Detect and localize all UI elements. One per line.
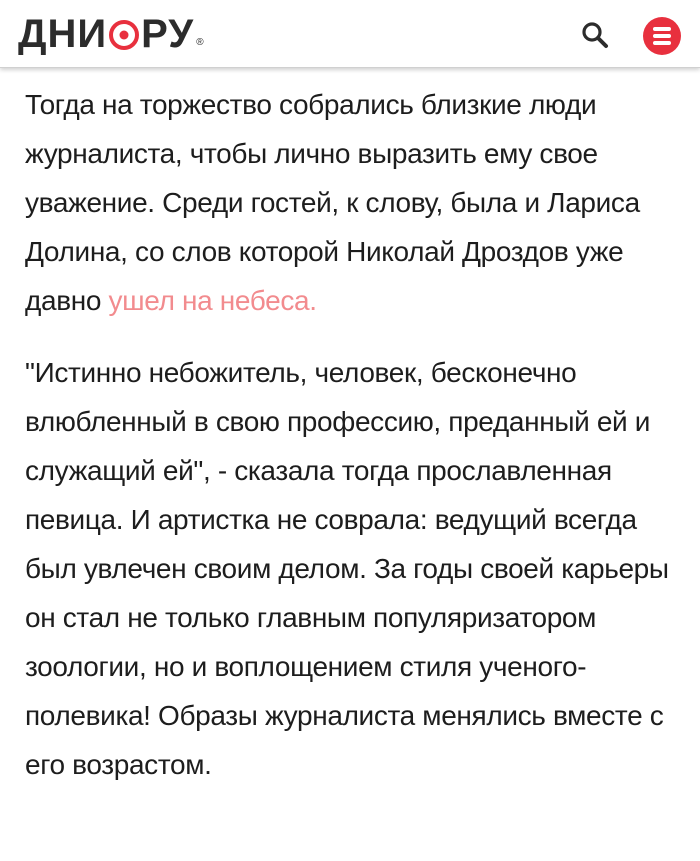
paragraph-text: Тогда на торжество собрались близкие люди журналиста, чтобы лично выразить ему свое уважение. Среди гостей, к слову, была и Лариса Долина, со слов которой Николай Дроздов уже давно xyxy=(25,89,640,316)
logo-target-icon xyxy=(108,19,140,51)
article-body xyxy=(0,68,700,789)
logo-text-left: ДНИ xyxy=(18,11,108,56)
menu-button[interactable] xyxy=(643,17,681,55)
article-paragraph xyxy=(25,80,676,325)
logo-text-right: РУ xyxy=(141,11,195,56)
search-icon xyxy=(580,20,610,50)
paragraph-text: "Истинно небожитель, человек, бесконечно влюбленный в свою профессию, преданный ей и служащий ей", - сказала тогда прославленная певица. И артистка не соврала: ведущий всегда был увлечен своим делом. За годы своей карьеры он стал не только главным популяризатором зоологии, но и воплощением стиля ученого-полевика! Образы журналиста менялись вместе с его возрастом. xyxy=(25,357,669,780)
logo-registered-mark: ® xyxy=(196,37,205,48)
menu-icon-line xyxy=(653,34,671,38)
article-link[interactable]: ушел на небеса. xyxy=(108,285,317,316)
site-header xyxy=(0,0,700,68)
site-logo[interactable] xyxy=(18,12,205,56)
article-paragraph xyxy=(25,348,676,789)
search-button[interactable] xyxy=(580,20,610,50)
menu-icon xyxy=(653,27,671,31)
menu-icon-line xyxy=(653,41,671,45)
